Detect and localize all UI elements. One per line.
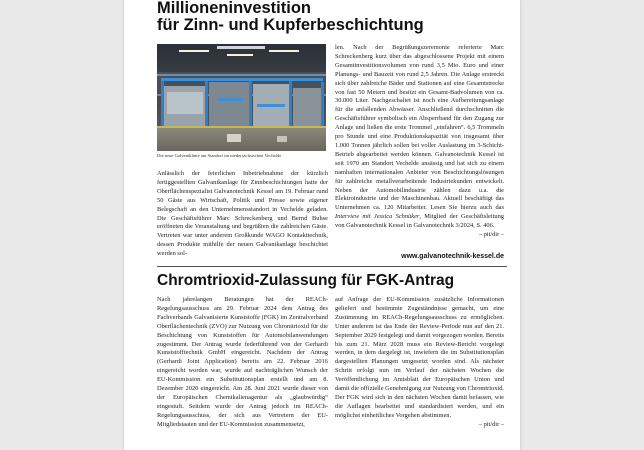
plating-line-photo <box>157 44 326 151</box>
article-title-chromium: Chromtrioxid-Zulassung für FGK-Antrag <box>157 272 455 289</box>
article1-body: len. Nach der Begrüßungszeremonie referierte Marc Schreckenberg kurz über das abgeschlossene Projekt mit einem Gesamtinvestitionsvolumen von rund 3,5 Mio. Euro und einer Planungs- und Bauzeit von rund 2,5 Jahren. Die Anlage erstreckt sich über zahlreiche Bäder und Stationen auf eine Gesamtstrecke von fast 50 Metern und besitzt ein Gesamt-Badvolumen von ca. 30.000 Liter. Nachgeschaltet ist noch eine Aufbereitungsanlage für die anfallenden Abwässer. Anschließend durchschnitten die Geschäftsführer symbolisch ein Absperrband für den Zugang zur Anlage und ließen die erste Trommel „einfahren“. 6,5 Trommeln pro Stunde und eine Produktionskapazität von insgesamt über 1.000 Tonnen jährlich sollen bei voller Auslastung im 3-Schicht-Betrieb abgearbeitet werden können. Galvanotechnik Kessel ist seit 1970 am Standort Vechelde ansässig und hat sich zu einem namhaften internationalen Anbieter von Beschichtungslösungen für zahlreiche metallverarbeitende Industriekunden entwickelt. Neben der Automobilindustrie zählen dazu u.a. die Elektroindustrie und der Maschinenbau. Aktuell beschäftigt das Unternehmen ca. 120 Mitarbeiter. Lesen Sie hierzu auch das <box>335 44 504 212</box>
magazine-page <box>124 0 520 450</box>
author-sign-2: – pit/dir – <box>478 420 504 428</box>
interview-reference: Interview mit Jessica Schnüker <box>335 213 420 221</box>
photo-caption: Die neue Galvaniklinie am Standort im niedersächsischen Vechelde <box>157 153 282 158</box>
article1-column-1: Anlässlich der feierlichen Inbetriebnahme der kürzlich fertiggestellten Galvanikanlage für Zinnbeschichtungen hatte der Oberflächenspezialist Galvanotechnik Kessel am 19. Februar rund 50 Gäste aus Wirtschaft, Politik und Presse sowie eigener Belegschaft an den Unternehmensstandort in Vechelde geladen. Die Geschäftsführer Marc Schreckenberg und Bernd Buhse eröffneten die Veranstaltung und begrüßten die zahlreichen Gäste. Vertreten war unter anderem Großkunde WAGO Kontakttechnik, dessen Produkte mithilfe der neuen Galvanikanlage beschichtet werden sol- <box>157 170 328 258</box>
article2-body: auf Anfrage der EU-Kommission zusätzliche Informationen geliefert und bestimmte Zugeständnisse gemacht, um eine Zustimmung im REACh-Regelungsausschuss zu ermöglichen. Unter anderem ist das Ende der Review-Periode nun auf den 21. September 2029 festgelegt und damit vorgezogen worden. Bereits bis zum 21. März 2028 muss ein Review-Bericht vorgelegt werden, in dem dargelegt ist, inwiefern die im Substitutionsplan dargestellten Planungen umgesetzt worden sind. Als nächster Schritt erfolgt nun im Verlauf der nächsten Wochen die Veröffentlichung im Amtsblatt der Europäischen Union und damit die offizielle Genehmigung zur Nutzung von Chromtrioxid. Der FGK wird sich in den nächsten Wochen damit befassen, wie die Auflagen bearbeitet und standardisiert werden, und ein möglichst einheitliches Vorgehen abstimmen. <box>335 296 504 419</box>
article2-column-2 <box>335 296 504 430</box>
section-divider <box>157 266 507 267</box>
title-line-1: Millioneninvestition <box>157 0 312 17</box>
article1-body-tail: , Mitglied der Geschäftsleitung von Galvanotechnik Kessel in Galvanotechnik 3/2024, S. 406. <box>335 213 504 230</box>
title-line-2: für Zinn- und Kupferbeschichtung <box>157 16 424 34</box>
article-title-investment <box>157 0 507 34</box>
company-website-link[interactable]: www.galvanotechnik-kessel.de <box>401 253 504 260</box>
article2-column-1: Nach jahrelangen Beratungen hat der REACh-Regelungsausschuss am 29. Februar 2024 dem Antrag des Fachverbands Galvanisierte Kunststoffe (FGK) im Zentralverband Oberflächentechnik (ZVO) zur Nutzung von Chromtrioxid für die Beschichtung von Kunststoffen für Automobilanwendungen zugestimmt. Der Antrag wurde federführend von der Gerhardi Kunststofftechnik GmbH eingereicht. Nachdem der Antrag (Gerhardi Joint Application) bereits am 22. Februar 2016 eingereicht worden war, wurde auf nachträglichen Wunsch der EU-Kommission ein Substitutionsplan erstellt und am 8. Dezember 2020 eingereicht. Am 28. Juni 2021 wurde dieser von der Europäischen Chemikalienagentur als „glaubwürdig“ eingestuft. Seitdem wurde der Antrag jedoch im REACh-Regelungsausschuss, der sich aus Vertretern der EU-Mitgliedstaaten und der EU-Kommission zusammensetzt, <box>157 296 328 428</box>
article1-column-2 <box>335 44 504 240</box>
author-sign: – pit/dir – <box>478 231 504 239</box>
